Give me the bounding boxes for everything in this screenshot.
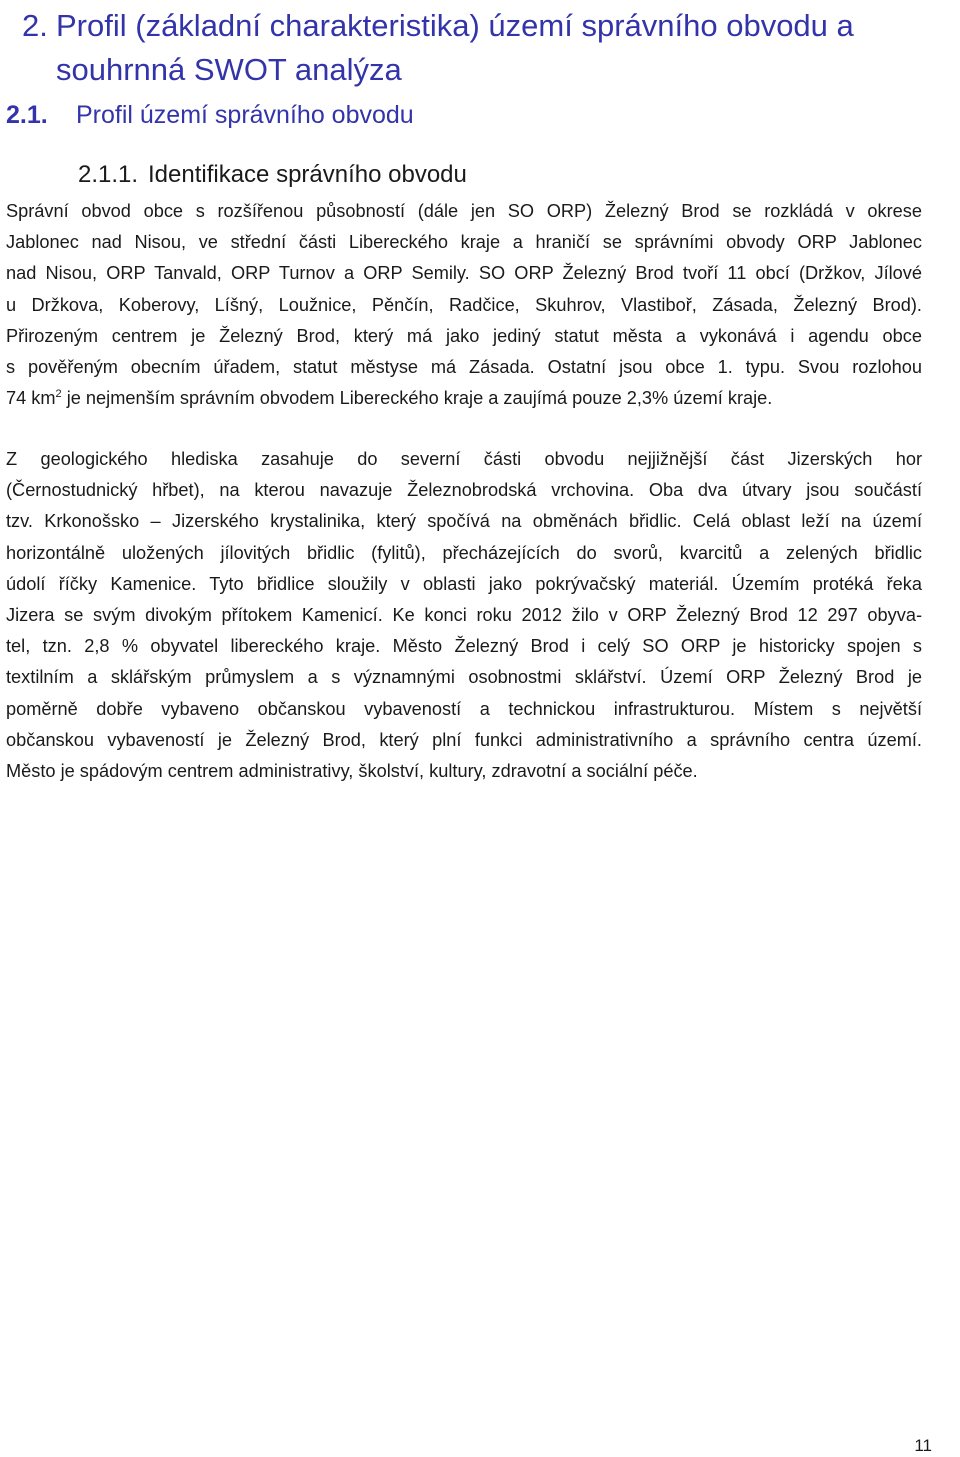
- paragraph-line: poměrně dobře vybaveno občanskou vybaveností a technickou infrastrukturou. Místem s největší: [6, 698, 922, 719]
- subsection-title: Profil území správního obvodu: [76, 101, 414, 129]
- paragraph-line: s pověřeným obecním úřadem, statut městyse má Zásada. Ostatní jsou obce 1. typu. Svou rozlohou: [6, 357, 922, 378]
- subsubsection-title: Identifikace správního obvodu: [148, 161, 467, 188]
- page-number: 11: [914, 1436, 932, 1455]
- paragraph-line: Jizera se svým divokým přítokem Kamenicí. Ke konci roku 2012 žilo v ORP Železný Brod 12 297 obyva-: [6, 605, 922, 626]
- paragraph-line: horizontálně uložených jílovitých břidlic (fylitů), přecházejících do svorů, kvarcitů a zelených břidlic: [6, 542, 922, 563]
- area-sentence: je nejmenším správním obvodem Libereckého kraje a zaujímá pouze 2,3% území kraje.: [61, 388, 773, 409]
- paragraph-identification: [6, 196, 922, 414]
- paragraph-line: Přirozeným centrem je Železný Brod, který má jako jediný statut města a vykonává i agendu obce: [6, 325, 922, 346]
- paragraph-line: (Černostudnický hřbet), na kterou navazuje Železnobrodská vrchovina. Oba dva útvary jsou součástí: [6, 480, 922, 501]
- section-number: 2.: [22, 8, 48, 43]
- section-heading: [22, 4, 922, 92]
- subsubsection-heading: [78, 158, 467, 192]
- subsection-heading: [6, 98, 414, 132]
- area-value: 74 km: [6, 388, 56, 409]
- paragraph-line: tel, tzn. 2,8 % obyvatel libereckého kraje. Město Železný Brod i celý SO ORP je historicky spojen s: [6, 636, 922, 657]
- section-title-line1: Profil (základní charakteristika) území správního obvodu a: [56, 8, 854, 43]
- paragraph-geology: [6, 444, 922, 787]
- area-unit-superscript: 2: [55, 388, 62, 401]
- paragraph-line: textilním a sklářským průmyslem a s významnými osobnostmi sklářství. Území ORP Železný Brod je: [6, 667, 922, 688]
- paragraph-line: u Držkova, Koberovy, Líšný, Loužnice, Pěnčín, Radčice, Skuhrov, Vlastiboř, Zásada, Železný Brod).: [6, 294, 922, 315]
- section-title-line2: souhrnná SWOT analýza: [56, 52, 402, 87]
- paragraph-line: Správní obvod obce s rozšířenou působností (dále jen SO ORP) Železný Brod se rozkládá v okrese: [6, 201, 922, 221]
- subsubsection-number: 2.1.1.: [78, 161, 139, 188]
- paragraph-line: Z geologického hlediska zasahuje do severní části obvodu nejjižnější část Jizerských hor: [6, 449, 922, 469]
- paragraph-line: Město je spádovým centrem administrativy, školství, kultury, zdravotní a sociální péče.: [6, 761, 698, 782]
- paragraph-line: [6, 383, 922, 414]
- paragraph-line: nad Nisou, ORP Tanvald, ORP Turnov a ORP Semily. SO ORP Železný Brod tvoří 11 obcí (Držkov, Jílové: [6, 263, 922, 284]
- paragraph-line: tzv. Krkonošsko – Jizerského krystalinika, který spočívá na obměnách břidlic. Celá oblast leží na území: [6, 511, 922, 532]
- paragraph-line: údolí říčky Kamenice. Tyto břidlice sloužily v oblasti jako pokrývačský materiál. Územím protéká řeka: [6, 573, 922, 594]
- subsection-number: 2.1.: [6, 101, 48, 129]
- paragraph-line: občanskou vybaveností je Železný Brod, který plní funkci administrativního a správního centra území.: [6, 729, 922, 750]
- paragraph-line: Jablonec nad Nisou, ve střední části Libereckého kraje a hraničí se správními obvody ORP Jablonec: [6, 232, 922, 253]
